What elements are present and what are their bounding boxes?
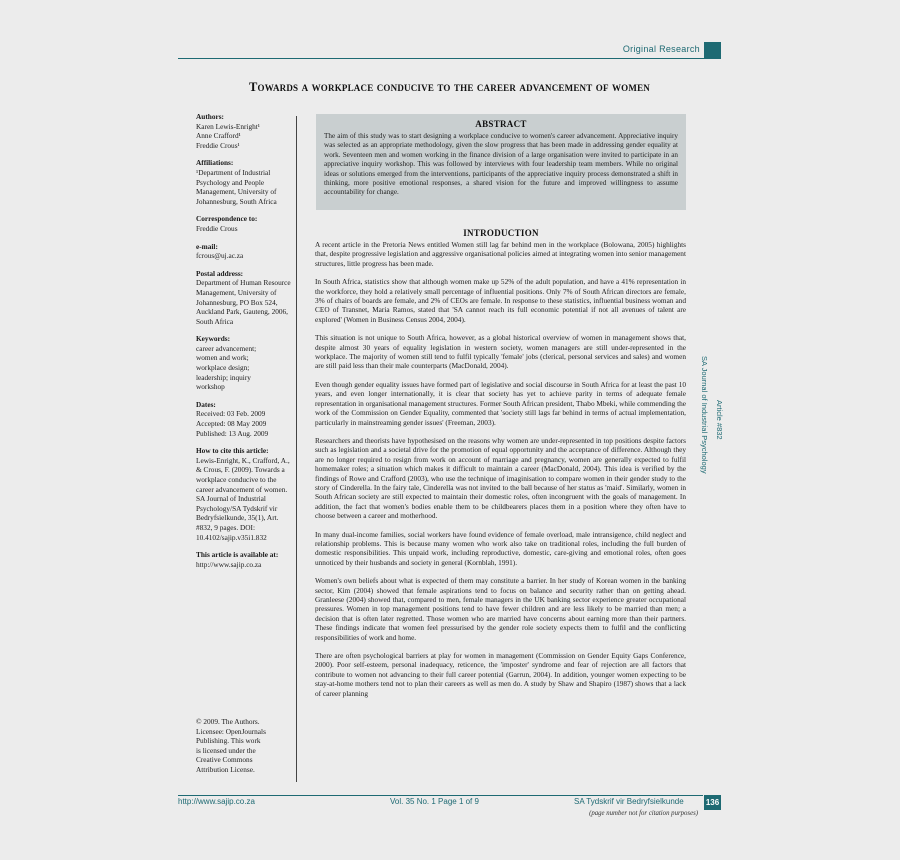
available-link[interactable]: http://www.sajip.co.za [196, 559, 262, 569]
body-paragraph: Even though gender equality issues have formed part of legislative and social discourse in South Africa for at least the past 10 years, and even longer internationally, it is clear that society has yet to achieve parity in terms of adequate female representation in organisational management structures. Former South African president, Thabo Mbeki, while commending the work of the Commission on Gender Equality, commented that 'society still lags far behind in terms of actual implementation, particularly in mainstreaming gender issues' (Freeman, 2003). [315, 379, 686, 427]
body-paragraph: A recent article in the Pretoria News entitled Women still lag far behind men in the workplace (Bolowana, 2005) highlights that, despite progressive legislation and aggressive organisational policies aimed at integrating women into senior management structures, little progress has been made. [315, 240, 686, 268]
correspondence-text: Freddie Crous [196, 223, 238, 233]
postal-heading: Postal address: [196, 268, 244, 278]
authors-heading: Authors: [196, 112, 224, 121]
abstract-text: The aim of this study was to start designing a workplace conducive to women's career advancement. Appreciative inquiry was selected as an appropriate methodology, given the slow progress that has been made in addressing gender equality at work. Seventeen men and women working in the finance division of a large organisation were invited to participate in an appreciative inquiry workshop. This was followed by interviews with four leadership team members. While no original ideas or solutions emerged from the interventions, participants of the appreciative inquiry process demonstrated a shift in thinking, more positive emotional responses, a shared vision for the future and improved willingness to assume accountability for change. [324, 132, 678, 197]
footer-page-number: 136 [704, 795, 721, 810]
email-heading: e-mail: [196, 241, 218, 251]
body-paragraph: There are often psychological barriers at play for women in management (Commission on Gender Equity Gaps Conference, 2000). Poor self-esteem, personal inadequacy, reticence, the 'imposter' syndrome and fear of rejection are all factors that contribute to women not advancing to their full career potential (Garrun, 2004). In addition, younger women expecting to be stay-at-home mothers tend not to plan their careers as well as men do. A study by Shaw and Shapiro (1987) shows that a lack of career planning [315, 651, 686, 698]
dates-text: Received: 03 Feb. 2009 Accepted: 08 May 2009 Published: 13 Aug. 2009 [196, 409, 269, 438]
introduction-body [315, 240, 686, 707]
correspondence-heading: Correspondence to: [196, 214, 258, 224]
body-paragraph: In many dual-income families, social workers have found evidence of female overload, male intransigence, child neglect and relationship problems. This is because many women who work also take on traditional roles, including the full burden of domestic responsibilities. This unpaid work, including reproductive, domestic, care-giving and emotional roles, often goes unnoticed by their husbands and society in general (Kornblah, 1991). [315, 529, 686, 567]
top-rule [178, 58, 721, 59]
license-text: © 2009. The Authors. Licensee: OpenJournals Publishing. This work is licensed under the Creative Commons Attribution License. [196, 717, 266, 774]
dates-heading: Dates: [196, 399, 216, 409]
side-article-number: Article #832 [715, 400, 724, 440]
article-sidebar [196, 112, 292, 774]
affiliations-heading: Affiliations: [196, 158, 234, 168]
affiliations-text: ¹Department of Industrial Psychology and People Management, University of Johannesburg, South Africa [196, 167, 277, 206]
footer-note: (page number not for citation purposes) [589, 810, 698, 817]
available-heading: This article is available at: [196, 550, 279, 560]
cite-text: Lewis-Enright, K., Crafford, A., & Crous, F. (2009). Towards a workplace conducive to the career advancement of women. SA Journal of Industrial Psychology/SA Tydskrif vir Bedryfsielkunde, 35(1), Art. #832, 9 pages. DOI: 10.4102/sajip.v35i1.832 [196, 455, 290, 542]
side-journal-name: SA Journal of Industrial Psychology [700, 356, 709, 474]
section-marker [704, 42, 721, 58]
footer-journal: SA Tydskrif vir Bedryfsielkunde [574, 797, 684, 806]
email-link[interactable]: fcrous@uj.ac.za [196, 251, 244, 261]
keywords-heading: Keywords: [196, 334, 231, 344]
section-label: Original Research [622, 44, 700, 54]
cite-heading: How to cite this article: [196, 446, 269, 456]
keywords-text: career advancement; women and work; workplace design; leadership; inquiry workshop [196, 343, 257, 392]
abstract-box [316, 114, 686, 210]
body-paragraph: This situation is not unique to South Africa, however, as a global historical overview of women in management shows that, despite almost 30 years of equality legislation in western society, women managers are still under-represented in the workplace. The majority of women still tend to fulfil typically 'female' jobs (clerical, personal services and sales) and women are still paid less than their male counterparts (MacDonald, 2004). [315, 333, 686, 371]
authors-list: Karen Lewis-Enright¹ Anne Crafford¹ Freddie Crous¹ [196, 121, 260, 150]
body-paragraph: In South Africa, statistics show that although women make up 52% of the adult population, and have a 41% representation in the workforce, they hold a relatively small percentage of influential positions. Only 7% of South African directors are female, 3% of chairs of boards are female, and 2% of CEOs are female. In response to these statistics, influential business woman and CEO of Transnet, Maria Ramos, stated that 'SA cannot reach its full economic potential if not all avenues of talent are explored' (Women in Business Census 2004, 2004). [315, 277, 686, 324]
abstract-heading: ABSTRACT [475, 119, 527, 129]
bottom-rule [178, 795, 703, 796]
postal-text: Department of Human Resource Management, University of Johannesburg, PO Box 524, Auckland Park, Gauteng, 2006, South Africa [196, 278, 291, 326]
body-paragraph: Women's own beliefs about what is expected of them may constitute a barrier. In her study of Korean women in the banking sector, Kim (2004) showed that female aspirations tend to focus on balance and security rather than on getting ahead. Granleese (2004) showed that, compared to men, female managers in the UK banking sector experience greater occupational pressures. Women in top management positions tend to have fewer children and are less likely to be married than men; a decision that is often later regretted. Those women who are married have concerns about earning more than their partners. These findings indicate that women feel pressurised by the gender role society expects them to fulfil and the conflicting responsibilities of work and home. [315, 576, 686, 642]
column-divider [296, 116, 297, 782]
introduction-heading: INTRODUCTION [463, 228, 539, 238]
footer-url[interactable]: http://www.sajip.co.za [178, 797, 255, 806]
article-title: Towards a workplace conducive to the career advancement of women [249, 80, 650, 94]
body-paragraph: Researchers and theorists have hypothesised on the reasons why women are under-represented in top positions despite factors such as legislation and a societal drive for the promotion of equal opportunity and the acceptance of difference. Although they are no longer required to resign from work on account of marriage and pregnancy, women are generally expected to fulfil homemaker roles; a situation which makes it difficult to maintain a career (MacDonald, 2004). This idea is verified by the findings of Rowe and Crafford (2003), who use the technique of imaginisation to compare women in their gender study to the story of Cinderella. In the fairy tale, Cinderella was not invited to the ball because of her status as 'maid'. Similarly, women in South African society are still expected to maintain their domestic roles, often incongruent with the goals of management. In addition, the fact that women's bodies enable them to be childbearers places them in a position where they often have to choose between a career and motherhood. [315, 435, 686, 521]
footer-volume: Vol. 35 No. 1 Page 1 of 9 [390, 797, 479, 806]
